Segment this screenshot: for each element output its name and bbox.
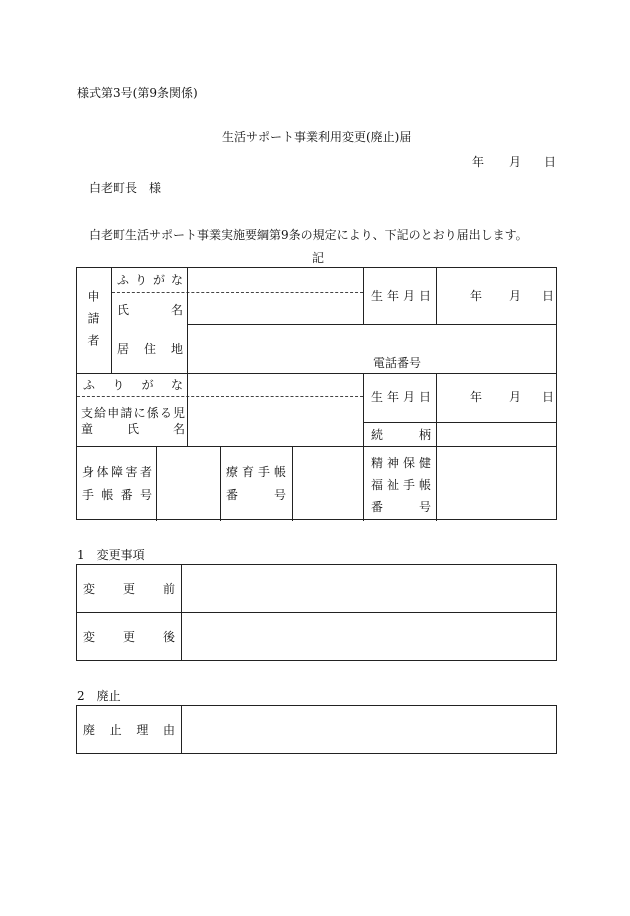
section2-heading: 2 廃止 [77, 689, 121, 703]
ki-label: 記 [312, 251, 325, 265]
name-label: 氏 名 [117, 303, 183, 317]
relation-label: 続 柄 [371, 428, 431, 442]
birthdate-label: 生 年 月 日 [371, 289, 431, 303]
disability-label-1: 身 体 障 害 者 [82, 465, 152, 479]
ryoiku-label-2: 番 号 [226, 488, 286, 502]
date-day: 日 [544, 155, 557, 169]
reason-label: 廃 止 理 由 [83, 723, 175, 737]
disability-label-2: 手 帳 番 号 [82, 488, 152, 502]
mental-label-1: 精 神 保 健 [371, 456, 431, 470]
change-table [76, 564, 557, 661]
birth-day: 日 [542, 289, 555, 303]
form-number: 様式第3号(第9条関係) [77, 86, 198, 100]
addressee: 白老町長 様 [89, 181, 162, 195]
child-name-label-1: 支 給 申 請 に 係 る 児 [81, 406, 185, 420]
child-birthdate-label: 生 年 月 日 [371, 390, 431, 404]
furigana-label: ふ り が な [117, 273, 183, 287]
birth-year: 年 [470, 289, 483, 303]
after-label: 変 更 後 [83, 630, 175, 644]
applicant-label: 申請者 [86, 290, 100, 356]
intro-text: 白老町生活サポート事業実施要綱第9条の規定により、下記のとおり届出します。 [89, 228, 528, 242]
address-label: 居 住 地 [117, 342, 183, 356]
applicant-table [76, 267, 557, 520]
phone-label: 電話番号 [373, 356, 422, 370]
child-birth-month: 月 [509, 390, 522, 404]
ryoiku-label-1: 療 育 手 帳 [226, 465, 286, 479]
date-month: 月 [509, 155, 522, 169]
birth-month: 月 [509, 289, 522, 303]
child-birth-day: 日 [542, 390, 555, 404]
child-furigana-label: ふ り が な [83, 378, 183, 392]
abolition-table [76, 705, 557, 754]
section1-heading: 1 変更事項 [77, 548, 145, 562]
child-birth-year: 年 [470, 390, 483, 404]
date-year: 年 [472, 155, 485, 169]
mental-label-2: 福 祉 手 帳 [371, 478, 431, 492]
page-title: 生活サポート事業利用変更(廃止)届 [222, 130, 412, 144]
before-label: 変 更 前 [83, 582, 175, 596]
child-name-label-2: 童 氏 名 [81, 422, 185, 436]
mental-label-3: 番 号 [371, 500, 431, 514]
